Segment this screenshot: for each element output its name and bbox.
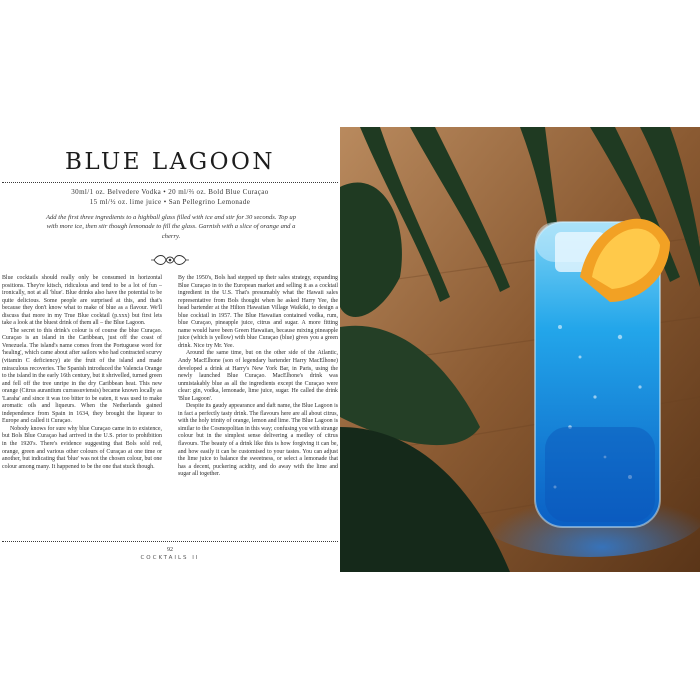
- paragraph: Nobody knows for sure why blue Curaçao came in to existence, but Bols Blue Curaçao had arrived in the U.S. prior to prohibition in the 1920's. There's evidence suggesting that Bols sold red, orange, green and various other colours of Curaçao at one time or another, but indicating that 'blue' was not the chosen colour, but one colour among many. It happened to be the one that stuck though.: [2, 425, 162, 470]
- paragraph: Around the same time, but on the other side of the Atlantic, Andy MacElhone (son of legendary bartender Harry MacElhone) developed a drink at Harry's New York Bar, in Paris, using the newly launched Blue Curaçao. MacElhone's drink was unmistakably blue as all the ingredients except the Curaçao were clear: gin, vodka, lemonade, lime juice, sugar. He called the drink 'Blue Lagoon'.: [178, 350, 338, 402]
- method-text: Add the first three ingredients to a highball glass filled with ice and stir for 30 seconds. Top up with more ice, then stir though lemonade to fill the glass. Garnish with a slice of orange and a cherry.: [45, 214, 296, 240]
- recipe-title: BLUE LAGOON: [65, 149, 275, 175]
- left-page: [0, 127, 340, 572]
- cocktail-photo: [340, 127, 700, 572]
- title-divider: [2, 182, 338, 183]
- page-number: 92: [167, 547, 173, 553]
- cocktail-illustration: [340, 127, 700, 572]
- paragraph: Blue cocktails should really only be consumed in horizontal positions. They're kitsch, ridiculous and tend to be a lot of fun – ironically, not at all 'blue'. Blue drinks also have the potential to be quite delicious. Some people are surprised at this, and that's because they don't know what to make of blue as a flavour. We'll discuss that more in my True Blue cocktail (p.xxx) but first lets take a look at the bluest drink of them all – the Blue Lagoon.: [2, 275, 162, 327]
- paragraph: The secret to this drink's colour is of course the blue Curaçao. Curaçao is an island in the Caribbean, just off the coast of Venezuela. The island's name comes from the Portuguese word for 'healing', which came about after sailors who had contracted scurvy (vitamin C deficiency) ate the fruit of the island and made miraculous recoveries. The Spanish introduced the Valencia Orange to the island in the early 16th century, but it shrivelled, turned green and fell off the tree unripe in the dry Caribbean heat. This new orange (Citrus aurantium currassuviensis) became known locally as 'Laraha' and since it was too bitter to be eaten, it was used to make aromatic oils and liqueurs. When the Netherlands gained independence from Spain in 1634, they brought the liqueur to Europe and called it Curaçao.: [2, 327, 162, 425]
- left-column: [2, 275, 162, 479]
- body-columns: [2, 275, 338, 479]
- footer-divider: [2, 541, 338, 542]
- paragraph: By the 1950's, Bols had stepped up their sales strategy, expanding Blue Curaçao in to the European market and selling it as a cocktail ingredient in the U.S. That's presumably what the Hawaii sales representative from Bols thought when he asked Harry Yee, the head bartender at the Hilton Hawaiian Village Waikiki, to design a blue cocktail in 1957. The Blue Hawaiian contained vodka, rum, blue Curaçao, pineapple juice, citrus and sugar. A more fitting name would have been Green Hawaiian, because mixing pineapple juice (which is yellow) with blue Curaçao (blue) gives you a green drink. Nice try Mr. Yee.: [178, 275, 338, 349]
- right-column: [178, 275, 338, 479]
- section-footer: COCKTAILS II: [140, 555, 200, 561]
- ingredients-line-2: 15 ml/½ oz. lime juice • San Pellegrino Lemonade: [89, 198, 251, 206]
- ingredients-line-1: 30ml/1 oz. Belvedere Vodka • 20 ml/⅔ oz. Bold Blue Curaçao: [71, 188, 269, 196]
- ornament-icon: [150, 252, 190, 268]
- paragraph: Despite its gaudy appearance and daft name, the Blue Lagoon is in fact a perfectly tasty drink. The flavours here are all about citrus, with the holy trinity of orange, lemon and lime. The Blue Lagoon is similar to the Cosmopolitan in this way; confusing you with strange colour but in the simplest sense delivering a medley of citrus flavours. The beauty of a drink like this is how forgiving it can be, and how easily it can be customised to your tastes. You can adjust the lime juice to balance the sweetness, or select a lemonade that has a decent, puckering acidity, and do away with the lime and sugar all together.: [178, 403, 339, 478]
